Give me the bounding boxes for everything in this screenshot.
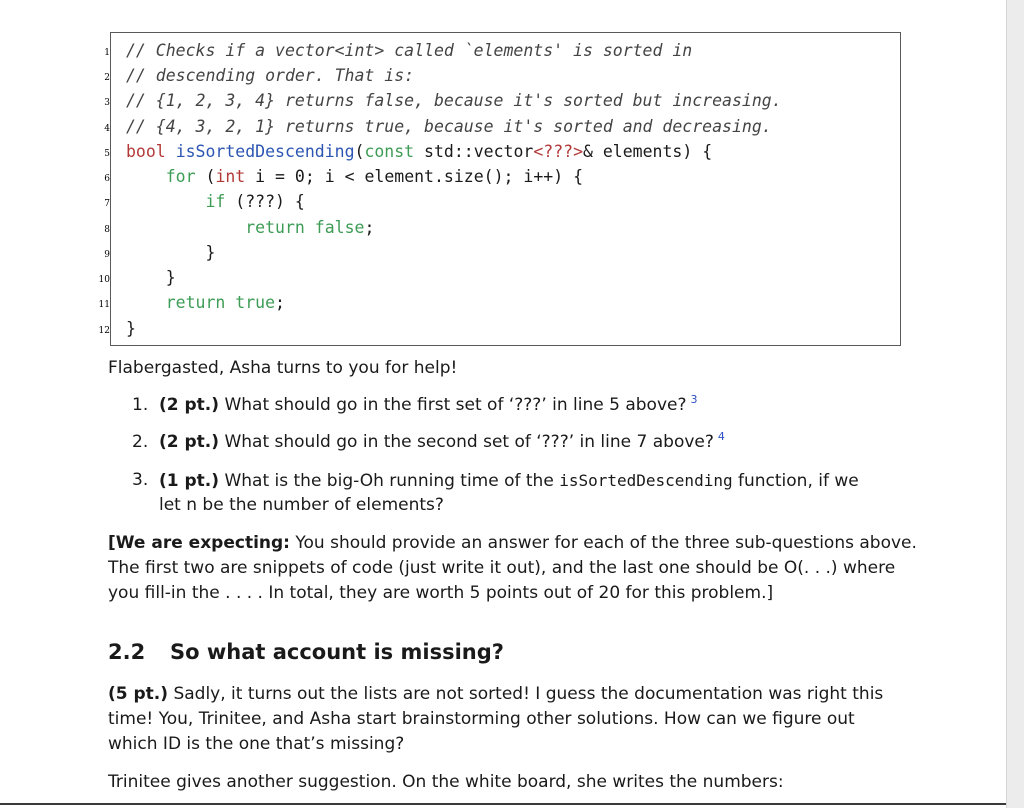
line-number: 3 xyxy=(104,98,110,108)
code-keyword: for xyxy=(165,167,196,186)
code-token: ( xyxy=(195,167,216,186)
footnote-marker[interactable]: 3 xyxy=(690,393,698,406)
para1-line2: time! You, Trinitee, and Asha start brainstorming other solutions. How can we figure out xyxy=(108,709,855,729)
code-token: std::vector xyxy=(414,142,534,161)
question-number: 3. xyxy=(132,470,149,490)
line-number: 4 xyxy=(104,124,110,134)
question-points: (1 pt.) xyxy=(159,471,220,491)
line-number: 8 xyxy=(104,225,110,235)
code-function-name: isSortedDescending xyxy=(175,142,355,161)
question-points: (2 pt.) xyxy=(159,432,220,452)
code-keyword: const xyxy=(364,142,415,161)
code-line-signature xyxy=(126,142,712,162)
code-line-close xyxy=(126,243,215,263)
inline-code: isSortedDescending xyxy=(559,471,733,490)
question-text: What is the big-Oh running time of the xyxy=(224,471,554,491)
line-number: 9 xyxy=(104,250,110,260)
code-token: ( xyxy=(354,142,365,161)
code-line-if xyxy=(126,192,305,212)
code-listing xyxy=(110,32,901,346)
code-token: } xyxy=(126,319,136,338)
para1-line3: which ID is the one that’s missing? xyxy=(108,734,405,754)
code-token: ; xyxy=(275,293,285,312)
expecting-text: You should provide an answer for each of the three sub-questions above. xyxy=(295,533,917,553)
code-keyword: bool xyxy=(126,142,166,161)
question-3 xyxy=(159,468,859,494)
expecting-line1 xyxy=(108,531,917,556)
code-comment-line: // {1, 2, 3, 4} returns false, because it's sorted but increasing. xyxy=(126,91,782,110)
question-number: 1. xyxy=(132,395,149,415)
line-number: 11 xyxy=(98,300,110,310)
code-token: } xyxy=(205,243,216,262)
code-line-close xyxy=(126,319,136,339)
question-text: function, if we xyxy=(738,471,859,491)
code-keyword: return xyxy=(245,218,305,237)
page-divider xyxy=(0,803,1006,805)
question-3-line2: let n be the number of elements? xyxy=(159,495,444,515)
line-number: 7 xyxy=(104,199,110,209)
section-heading xyxy=(108,640,504,664)
line-number: 6 xyxy=(104,174,110,184)
code-keyword: false xyxy=(314,218,365,237)
question-1 xyxy=(159,393,697,419)
line-number: 12 xyxy=(98,326,110,336)
code-keyword: int xyxy=(215,167,246,186)
code-line-return-false xyxy=(126,218,374,238)
code-token: } xyxy=(165,268,176,287)
section-number: 2.2 xyxy=(108,640,146,664)
expecting-label: [We are expecting: xyxy=(108,533,290,553)
section-title: So what account is missing? xyxy=(170,640,504,664)
expecting-line2: The first two are snippets of code (just write it out), and the last one should be O(. . .) where xyxy=(108,558,896,578)
para-text: Sadly, it turns out the lists are not sorted! I guess the documentation was right this xyxy=(173,684,884,704)
code-keyword: true xyxy=(235,293,276,312)
para1-line1 xyxy=(108,682,883,707)
question-number: 2. xyxy=(132,432,149,452)
expecting-line3: you fill-in the . . . . In total, they are worth 5 points out of 20 for this problem.] xyxy=(108,583,774,603)
code-line-return-true xyxy=(126,293,285,313)
code-token: ; xyxy=(364,218,375,237)
code-token: & elements) { xyxy=(583,142,713,161)
footnote-marker[interactable]: 4 xyxy=(717,430,725,443)
question-text: What should go in the first set of ‘???’ in line 5 above? xyxy=(224,395,687,415)
question-2 xyxy=(159,430,725,456)
code-keyword: return xyxy=(165,293,226,312)
code-line-close xyxy=(126,268,176,288)
line-number: 1 xyxy=(104,48,110,58)
line-number: 10 xyxy=(98,275,110,285)
para2: Trinitee gives another suggestion. On the white board, she writes the numbers: xyxy=(108,772,784,792)
code-token: (???) { xyxy=(225,192,305,211)
code-keyword: if xyxy=(205,192,226,211)
intro-text: Flabergasted, Asha turns to you for help! xyxy=(108,358,458,378)
question-text: What should go in the second set of ‘???’ in line 7 above? xyxy=(224,432,714,452)
code-token: i = 0; i < element.size(); i++) { xyxy=(245,167,584,186)
code-comment-line: // {4, 3, 2, 1} returns true, because it's sorted and decreasing. xyxy=(126,117,772,136)
code-comment-line: // descending order. That is: xyxy=(126,66,415,85)
question-points: (2 pt.) xyxy=(159,395,220,415)
code-line-for xyxy=(126,167,583,187)
line-number: 5 xyxy=(104,149,110,159)
scrollbar[interactable] xyxy=(1006,0,1024,808)
line-number: 2 xyxy=(104,73,110,83)
code-token: <???> xyxy=(533,142,583,161)
code-comment-line: // Checks if a vector<int> called `elements' is sorted in xyxy=(126,41,693,60)
para-points: (5 pt.) xyxy=(108,684,169,704)
